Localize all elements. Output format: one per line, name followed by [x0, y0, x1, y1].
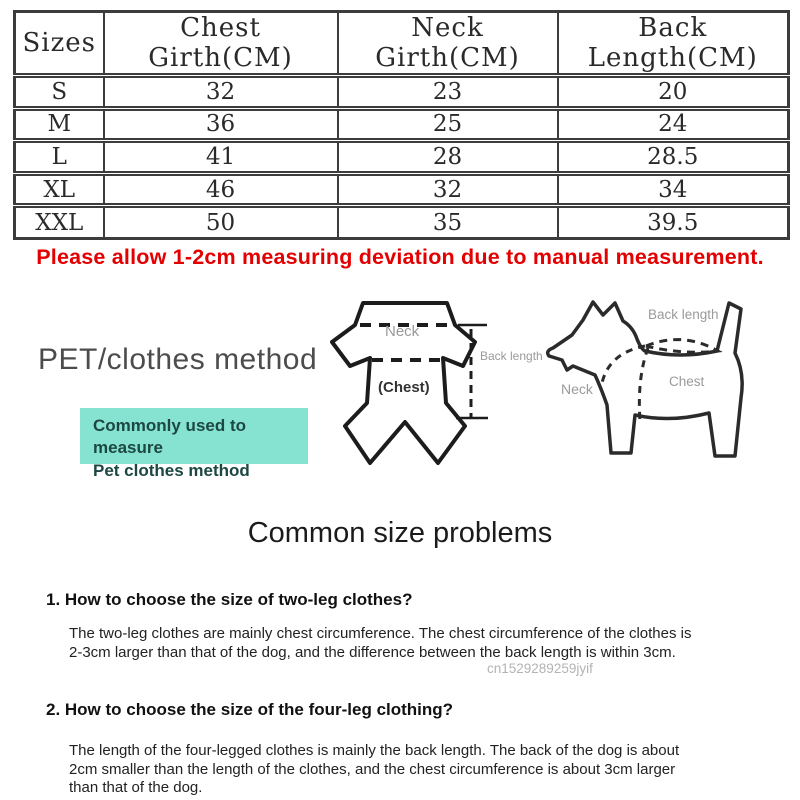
back-cell: 24 [558, 108, 789, 141]
chest-cell: 36 [104, 108, 338, 141]
answer-four-leg-clothing: The length of the four-legged clothes is mainly the back length. The back of the dog is about 2cm smaller than the length of the clothes, and the chest circumference is about 3cm larger than that of the dog. [69, 742, 680, 796]
chest-cell: 32 [104, 76, 338, 109]
measurement-deviation-notice: Please allow 1-2cm measuring deviation due to manual measurement. [36, 245, 764, 269]
col-header-chest-girth: Chest Girth(CM) [104, 12, 338, 76]
size-cell: M [15, 108, 104, 141]
common-size-problems-heading: Common size problems [247, 517, 553, 549]
chest-cell: 50 [104, 206, 338, 239]
neck-cell: 25 [338, 108, 558, 141]
dog-chest-label: Chest [669, 374, 705, 389]
neck-cell: 23 [338, 76, 558, 109]
back-cell: 20 [558, 76, 789, 109]
chest-cell: 41 [104, 141, 338, 174]
back-cell: 39.5 [558, 206, 789, 239]
size-table-header-row [15, 12, 789, 76]
dog-backlength-label: Back length [648, 307, 719, 322]
dog-measure-diagram [545, 293, 775, 465]
size-table [13, 10, 790, 240]
table-row-xxl [15, 206, 789, 239]
table-row-m [15, 108, 789, 141]
garment-neck-label: Neck [385, 323, 420, 340]
chest-cell: 46 [104, 173, 338, 206]
pet-clothes-method-title: PET/clothes method [38, 343, 318, 376]
dog-outline [548, 302, 742, 456]
answer-two-leg-clothes: The two-leg clothes are mainly chest circumference. The chest circumference of the clothes is 2-3cm larger than that of the dog, and the difference between the back length is within 3cm. [69, 625, 692, 661]
garment-chest-label: (Chest) [378, 379, 430, 396]
size-cell: S [15, 76, 104, 109]
neck-cell: 35 [338, 206, 558, 239]
table-row-s [15, 76, 789, 109]
dog-neck-label: Neck [561, 381, 593, 397]
table-row-xl [15, 173, 789, 206]
highlight-line-2: Pet clothes method [93, 460, 250, 480]
garment-backlength-label: Back length [480, 349, 543, 363]
measure-highlight-note [80, 408, 308, 480]
neck-cell: 32 [338, 173, 558, 206]
col-header-sizes: Sizes [15, 12, 104, 76]
question-two-leg-clothes: 1. How to choose the size of two-leg clothes? [46, 590, 413, 609]
size-cell: XL [15, 173, 104, 206]
table-row-l [15, 141, 789, 174]
seller-watermark: cn1529289259jyif [487, 661, 593, 676]
size-cell: L [15, 141, 104, 174]
neck-cell: 28 [338, 141, 558, 174]
col-header-neck-girth: Neck Girth(CM) [338, 12, 558, 76]
back-cell: 34 [558, 173, 789, 206]
back-cell: 28.5 [558, 141, 789, 174]
size-cell: XXL [15, 206, 104, 239]
col-header-back-length: Back Length(CM) [558, 12, 789, 76]
garment-measure-diagram [330, 298, 560, 470]
question-four-leg-clothing: 2. How to choose the size of the four-leg clothing? [46, 700, 454, 719]
dog-backlength-dash [646, 340, 718, 353]
highlight-line-1: Commonly used to measure [93, 416, 247, 458]
